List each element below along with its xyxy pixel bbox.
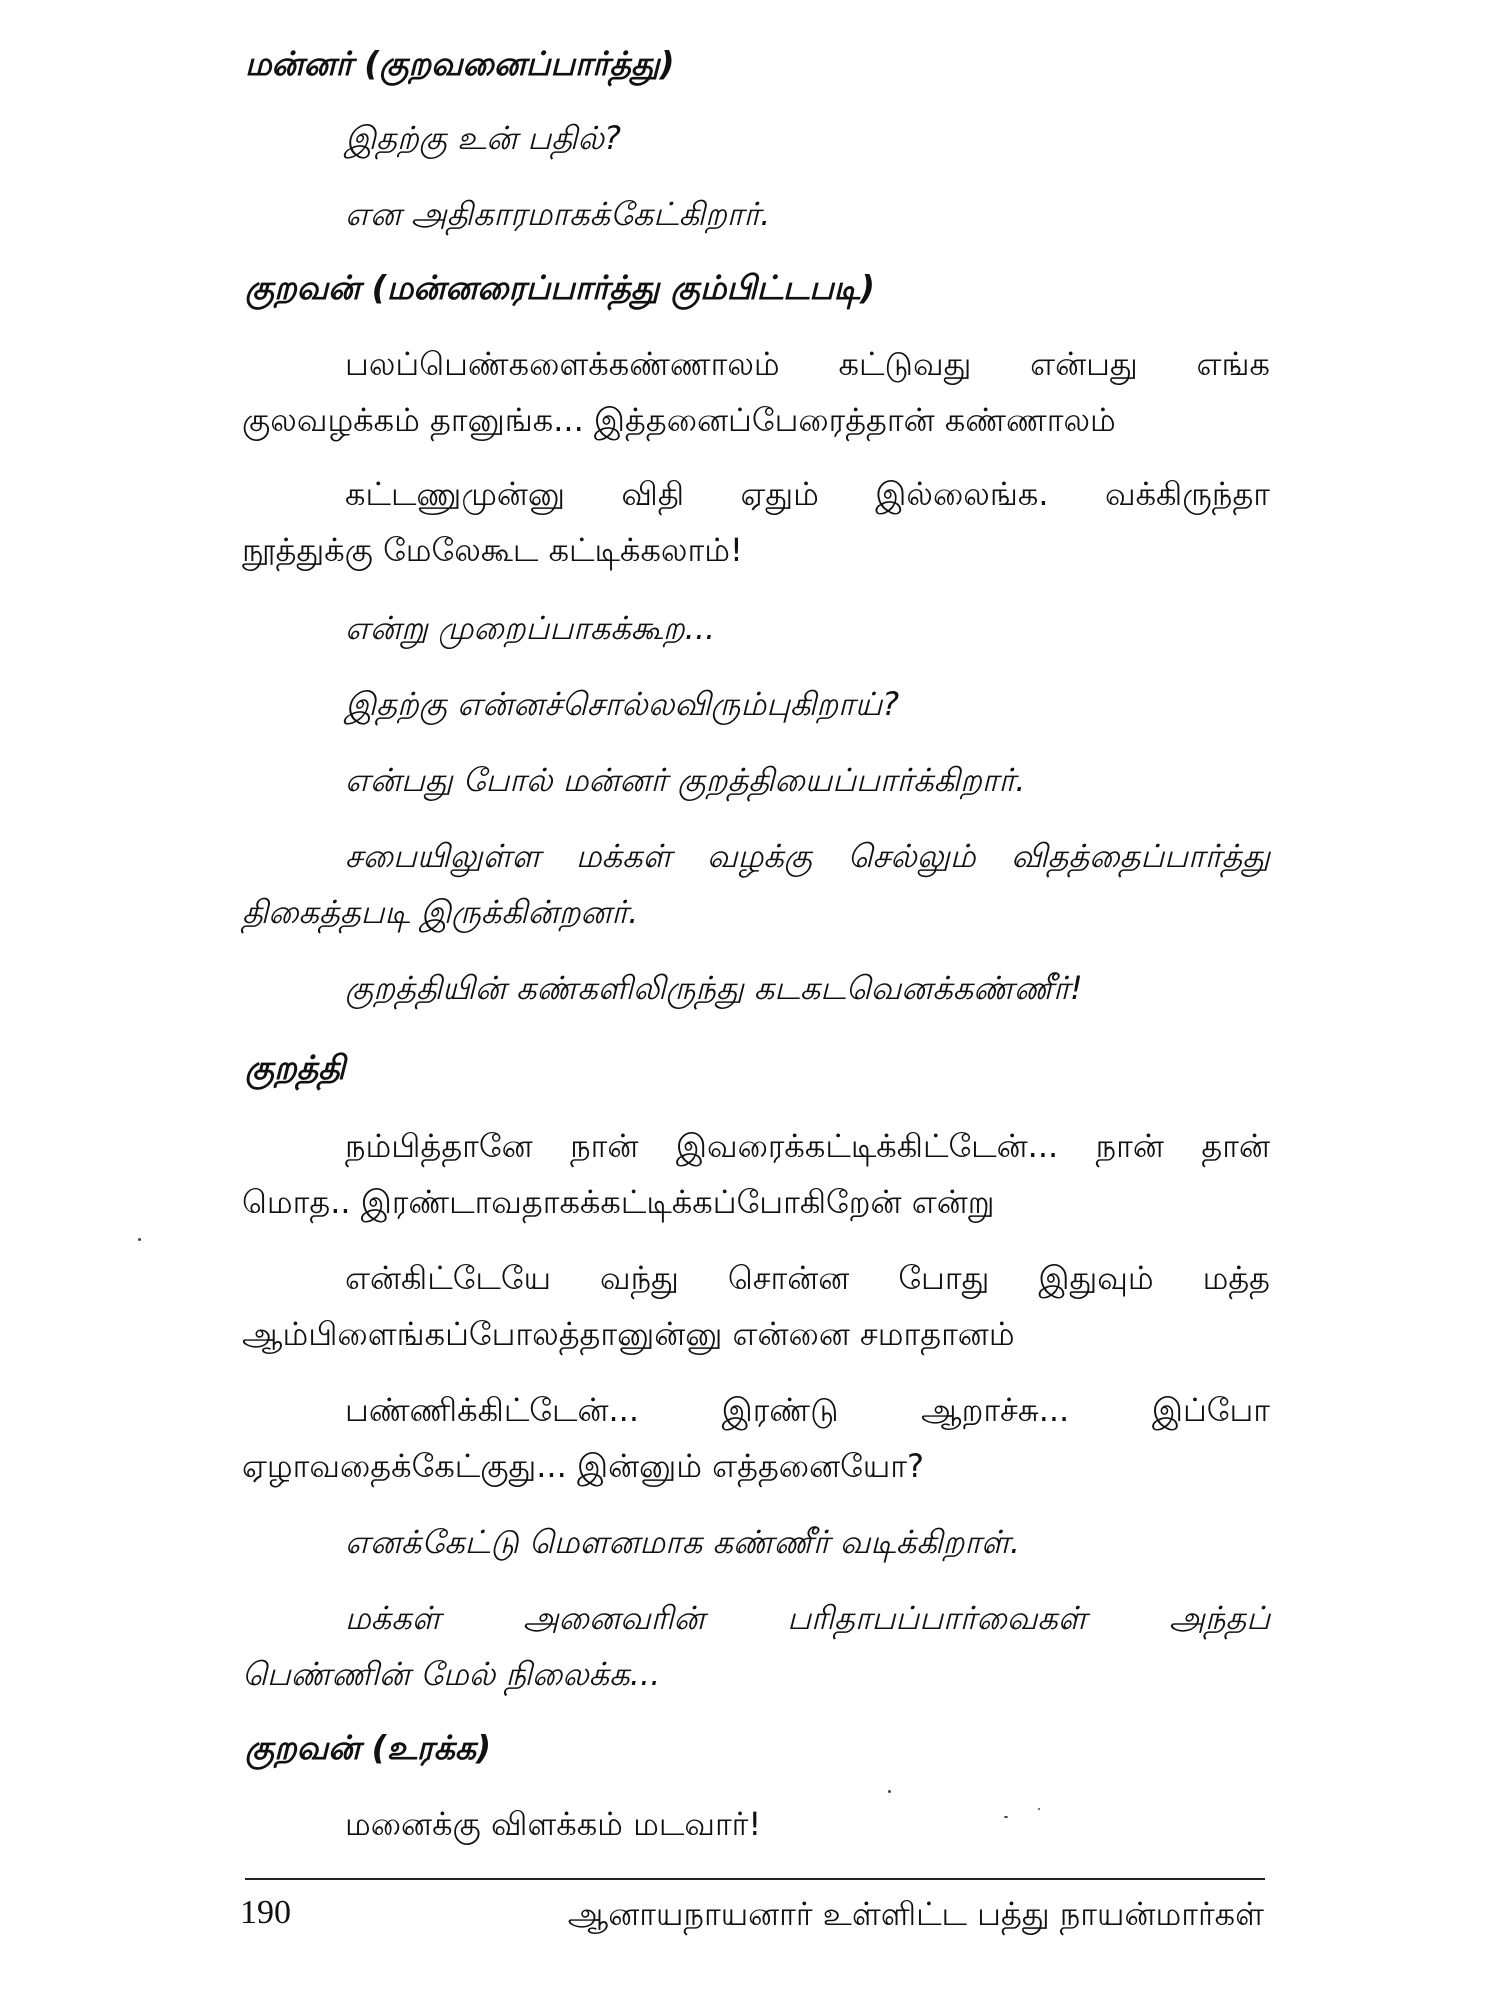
speaker-heading: மன்னர் (குறவனைப்பார்த்து) xyxy=(245,44,675,83)
scan-speck xyxy=(888,1790,891,1793)
page-number: 190 xyxy=(240,1894,291,1931)
stage-direction: குறத்தியின் கண்களிலிருந்து கடகடவெனக்கண்ணீர்! xyxy=(345,969,1083,1007)
dialogue-line: பண்ணிக்கிட்டேன்... இரண்டு ஆறாச்சு... இப்போ xyxy=(345,1391,1270,1429)
dialogue-line: ஏழாவதைக்கேட்குது... இன்னும் எத்தனையோ? xyxy=(242,1447,924,1485)
stage-direction: திகைத்தபடி இருக்கின்றனர். xyxy=(242,893,639,931)
dialogue-line: மனைக்கு விளக்கம் மடவார்! xyxy=(345,1805,762,1843)
stage-direction: சபையிலுள்ள மக்கள் வழக்கு செல்லும் விதத்தைப்பார்த்து xyxy=(345,837,1270,875)
stage-direction: மக்கள் அனைவரின் பரிதாபப்பார்வைகள் அந்தப் xyxy=(345,1599,1270,1637)
dialogue-line: ஆம்பிளைங்கப்போலத்தானுன்னு என்னை சமாதானம் xyxy=(242,1315,1015,1353)
stage-direction: எனக்கேட்டு மௌனமாக கண்ணீர் வடிக்கிறாள். xyxy=(345,1523,1021,1561)
dialogue-line: கட்டணுமுன்னு விதி ஏதும் இல்லைங்க. வக்கிருந்தா xyxy=(345,475,1270,513)
stage-direction: என்று முறைப்பாகக்கூற... xyxy=(345,609,716,647)
stage-direction: இதற்கு என்னச்சொல்லவிரும்புகிறாய்? xyxy=(345,685,900,723)
scan-speck xyxy=(138,1238,141,1241)
footer-rule xyxy=(245,1878,1265,1880)
dialogue-line: மொத.. இரண்டாவதாகக்கட்டிக்கப்போகிறேன் என்று xyxy=(242,1183,995,1221)
speaker-heading: குறவன் (மன்னரைப்பார்த்து கும்பிட்டபடி) xyxy=(245,268,875,307)
scan-speck xyxy=(1004,1816,1008,1818)
dialogue-line: இதற்கு உன் பதில்? xyxy=(345,119,621,157)
dialogue-line: நம்பித்தானே நான் இவரைக்கட்டிக்கிட்டேன்... நான் தான் xyxy=(345,1127,1270,1165)
speaker-heading: குறவன் (உரக்க) xyxy=(245,1728,492,1767)
stage-direction: பெண்ணின் மேல் நிலைக்க... xyxy=(242,1655,661,1693)
speaker-heading: குறத்தி xyxy=(245,1048,346,1087)
scan-speck xyxy=(1038,1808,1040,1810)
running-title: ஆனாயநாயனார் உள்ளிட்ட பத்து நாயன்மார்கள் xyxy=(567,1895,1264,1933)
dialogue-line: குலவழக்கம் தானுங்க... இத்தனைப்பேரைத்தான் கண்ணாலம் xyxy=(242,401,1116,439)
dialogue-line: பலப்பெண்களைக்கண்ணாலம் கட்டுவது என்பது எங்க xyxy=(345,345,1270,383)
dialogue-line: நூத்துக்கு மேலேகூட கட்டிக்கலாம்! xyxy=(242,531,743,569)
dialogue-line: என்கிட்டேயே வந்து சொன்ன போது இதுவும் மத்த xyxy=(345,1259,1270,1297)
stage-direction: என்பது போல் மன்னர் குறத்தியைப்பார்க்கிறார். xyxy=(345,761,1026,799)
stage-direction: என அதிகாரமாகக்கேட்கிறார். xyxy=(345,195,771,233)
